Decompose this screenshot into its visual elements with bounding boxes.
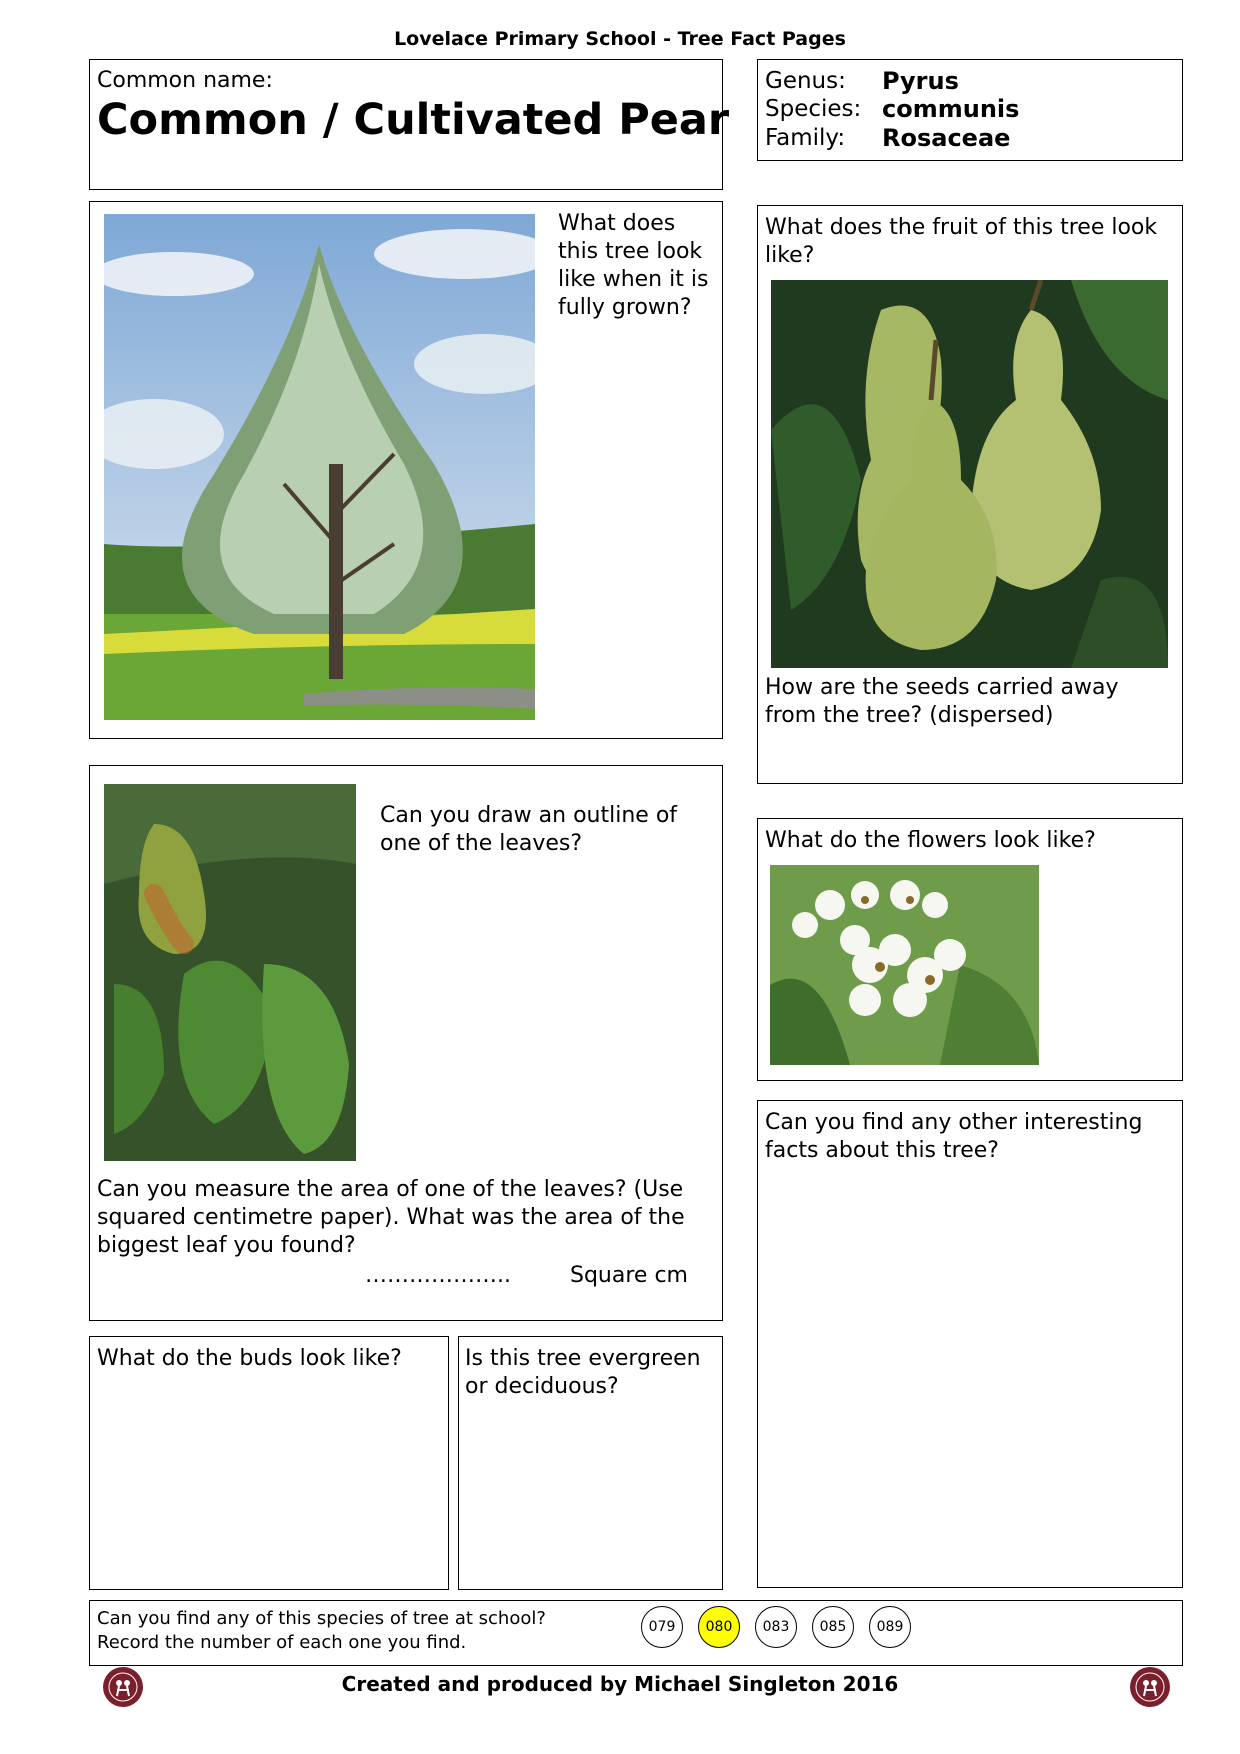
school-logo-icon	[1129, 1666, 1171, 1708]
flowers-question: What do the flowers look like?	[765, 828, 1096, 853]
buds-question: What do the buds look like?	[97, 1346, 402, 1371]
species-label: Species:	[765, 96, 862, 122]
other-facts-box	[757, 1100, 1183, 1588]
footer-credit: Created and produced by Michael Singleton 2016	[341, 1672, 899, 1696]
common-name-label: Common name:	[97, 68, 273, 93]
species-value: communis	[882, 95, 1020, 123]
tree-grown-question: What does this tree look like when it is fully grown?	[558, 211, 709, 320]
fruit-photo	[771, 280, 1168, 668]
family-value: Rosaceae	[882, 124, 1011, 152]
buds-box	[89, 1336, 449, 1590]
page-header: Lovelace Primary School - Tree Fact Pages	[394, 28, 846, 50]
tree-photo	[104, 214, 535, 720]
leaf-outline-question: Can you draw an outline of one of the leaves?	[380, 803, 678, 856]
tree-number-circle[interactable]: 085	[812, 1606, 854, 1648]
genus-label: Genus:	[765, 68, 846, 94]
tree-number-circle[interactable]: 079	[641, 1606, 683, 1648]
family-label: Family:	[765, 125, 846, 151]
fruit-question: What does the fruit of this tree look like?	[765, 215, 1158, 268]
genus-value: Pyrus	[882, 67, 959, 95]
seeds-question: How are the seeds carried away from the tree? (dispersed)	[765, 675, 1119, 728]
school-find-line1: Can you find any of this species of tree at school?	[97, 1608, 546, 1629]
flowers-photo	[770, 865, 1039, 1065]
common-name-value: Common / Cultivated Pear	[97, 95, 730, 145]
leaves-photo	[104, 784, 356, 1161]
tree-number-circle-highlighted[interactable]: 080	[698, 1606, 740, 1648]
tree-number-circle[interactable]: 083	[755, 1606, 797, 1648]
evergreen-question: Is this tree evergreen or deciduous?	[465, 1346, 701, 1399]
leaf-area-answer-line[interactable]: ………………..	[365, 1263, 511, 1288]
leaf-area-unit: Square cm	[570, 1263, 688, 1288]
other-facts-question: Can you find any other interesting facts about this tree?	[765, 1110, 1143, 1163]
leaf-area-question: Can you measure the area of one of the leaves? (Use squared centimetre paper). What was the area of the biggest leaf you found?	[97, 1177, 685, 1258]
tree-number-circle[interactable]: 089	[869, 1606, 911, 1648]
school-find-line2: Record the number of each one you find.	[97, 1632, 467, 1653]
